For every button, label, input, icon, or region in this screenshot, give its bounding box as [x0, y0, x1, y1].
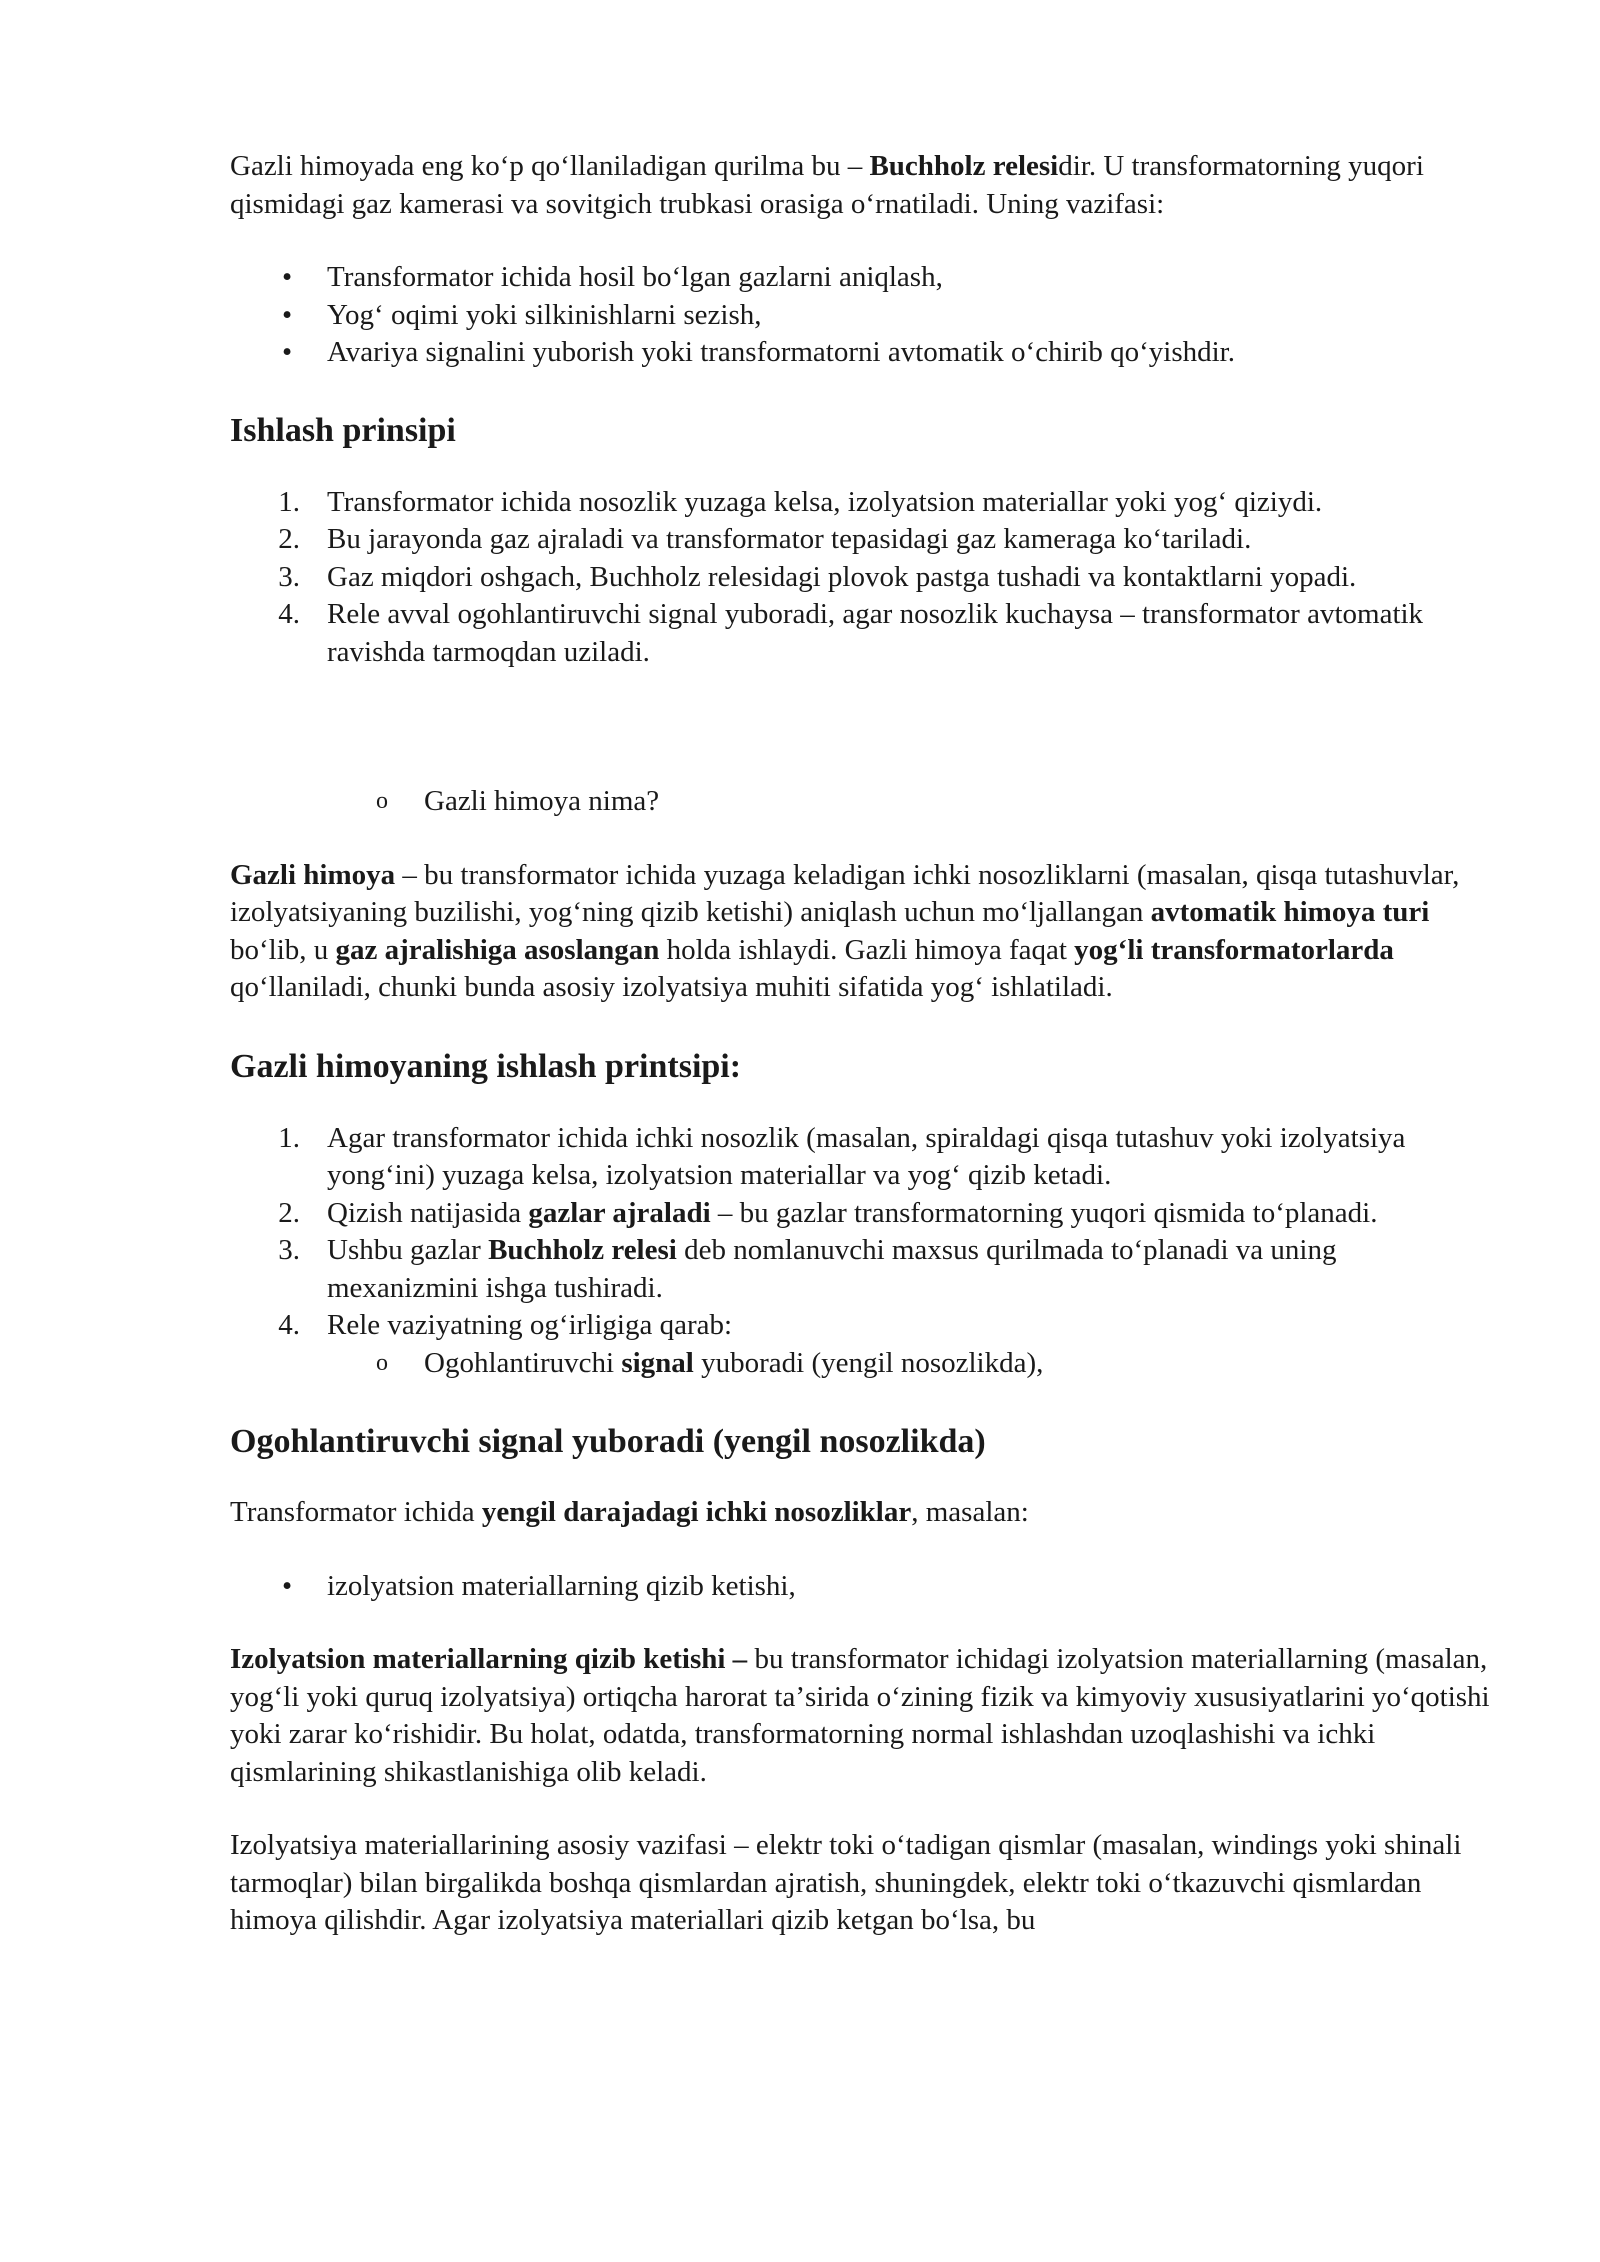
- heading-ishlash-prinsipi: Ishlash prinsipi: [230, 411, 456, 449]
- list-item: • Avariya signalini yuborish yoki transformatorni avtomatik oʻchirib qoʻyishdir.: [282, 336, 1235, 368]
- printsip-sub-list: [230, 1345, 1490, 1383]
- list-item: o Gazli himoya nima?: [376, 785, 660, 817]
- heading-ogohlantiruvchi-signal: Ogohlantiruvchi signal yuboradi (yengil nosozlikda): [230, 1423, 986, 1460]
- definition-paragraph: Gazli himoya – bu transformator ichida yuzaga keladigan ichki nosozliklarni (masalan, qisqa tutashuvlar, izolyatsiyaning buzilishi, yogʻning qizib ketishi) aniqlash uchun moʻljallangan avtomatik himoya turi boʻlib, u gaz ajralishiga asoslangan holda ishlaydi. Gazli himoya faqat yogʻli transformatorlarda qoʻllaniladi, chunki bunda asosiy izolyatsiya muhiti sifatida yogʻ ishlatiladi.: [230, 858, 1460, 1003]
- printsip-steps-list: [230, 1120, 1490, 1345]
- izolyatsiya-vazifasi-paragraph: Izolyatsiya materiallarining asosiy vazifasi – elektr toki oʻtadigan qismlar (masalan, windings yoki shinali tarmoqlar) bilan birgalikda boshqa qismlardan ajratish, shuningdek, elektr toki oʻtkazuvchi qismlardan himoya qilishdir. Agar izolyatsiya materiallari qizib ketgan boʻlsa, bu: [230, 1829, 1462, 1936]
- list-item: • izolyatsion materiallarning qizib ketishi,: [282, 1569, 796, 1602]
- list-item: 2. Qizish natijasida gazlar ajraladi – bu gazlar transformatorning yuqori qismida toʻplanadi.: [278, 1196, 1378, 1229]
- question-list: [230, 783, 1490, 821]
- list-item: 4. Rele avval ogohlantiruvchi signal yuboradi, agar nosozlik kuchaysa – transformator avtomatik ravishda tarmoqdan uziladi.: [278, 598, 1424, 668]
- list-item: 3. Ushbu gazlar Buchholz relesi deb nomlanuvchi maxsus qurilmada toʻplanadi va uning mexanizmini ishga tushiradi.: [278, 1234, 1337, 1304]
- signal-intro-paragraph: Transformator ichida yengil darajadagi ichki nosozliklar, masalan:: [230, 1496, 1029, 1528]
- signal-bullet-list: [230, 1568, 1490, 1606]
- list-item: 2. Bu jarayonda gaz ajraladi va transformator tepasidagi gaz kameraga koʻtariladi.: [278, 523, 1252, 555]
- ishlash-steps-list: [230, 484, 1490, 672]
- intro-paragraph: Gazli himoyada eng koʻp qoʻllaniladigan qurilma bu – Buchholz relesidir. U transformatorning yuqori qismidagi gaz kamerasi va sovitgich trubkasi orasiga oʻrnatiladi. Uning vazifasi:: [230, 150, 1424, 220]
- list-item: 3. Gaz miqdori oshgach, Buchholz relesidagi plovok pastga tushadi va kontaktlarni yopadi.: [278, 560, 1357, 593]
- list-item: 1. Transformator ichida nosozlik yuzaga kelsa, izolyatsion materiallar yoki yogʻ qiziydi.: [278, 485, 1323, 518]
- list-item: 1. Agar transformator ichida ichki nosozlik (masalan, spiraldagi qisqa tutashuv yoki izolyatsiya yongʻini) yuzaga kelsa, izolyatsion materiallar va yogʻ qizib ketadi.: [278, 1121, 1406, 1191]
- izolyatsion-paragraph: Izolyatsion materiallarning qizib ketishi – bu transformator ichidagi izolyatsion materiallarning (masalan, yogʻli yoki quruq izolyatsiya) ortiqcha harorat taʼsirida oʻzining fizik va kimyoviy xususiyatlarini yoʻqotishi yoki zarar koʻrishidir. Bu holat, odatda, transformatorning normal ishlashdan uzoqlashishi va ichki qismlarining shikastlanishiga olib keladi.: [230, 1643, 1490, 1788]
- intro-bullet-list: [230, 259, 1490, 372]
- list-item: • Yogʻ oqimi yoki silkinishlarni sezish,: [282, 298, 762, 331]
- list-item: o Ogohlantiruvchi signal yuboradi (yengil nosozlikda),: [376, 1346, 1044, 1379]
- list-item: 4. Rele vaziyatning ogʻirligiga qarab:: [278, 1309, 733, 1341]
- heading-ishlash-printsipi: Gazli himoyaning ishlash printsipi:: [230, 1047, 742, 1085]
- list-item: • Transformator ichida hosil boʻlgan gazlarni aniqlash,: [282, 261, 943, 293]
